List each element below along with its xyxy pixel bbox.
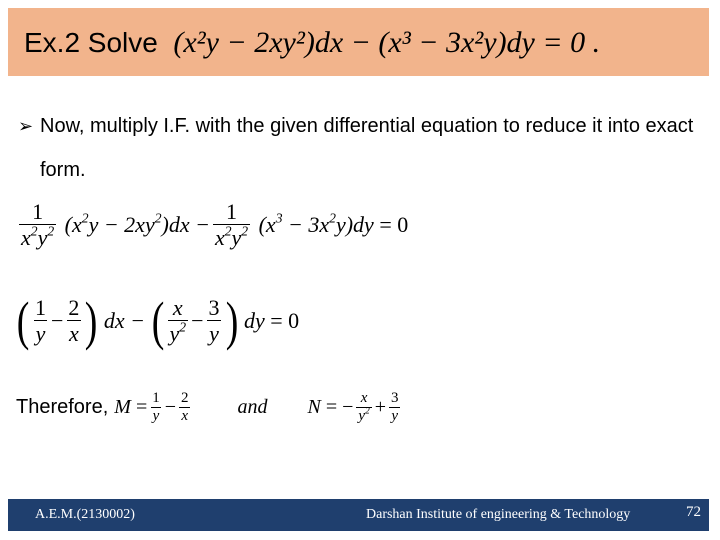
institute-name: Darshan Institute of engineering & Technology: [366, 507, 631, 522]
equation-step1: $\frac{1}{x^2y^2}$ $(x^2y - 2xy^2)dx$ − $\frac{1}{x^2y^2}$ $(x^3 - 3x^2y)dy = 0$: [21, 199, 409, 251]
fraction-1-over-x2y2: $\frac{1}{x^2y^2}$: [21, 199, 55, 251]
title-label: Ex.2 Solve: [24, 27, 158, 58]
equation-step2: ( $\frac{1}{y}$ − $\frac{2}{x}$ ) dx − ( $\frac{x}{y^2}$ − $\frac{3}{y}$ ) dy = 0: [16, 291, 300, 351]
page-number: 72: [686, 504, 701, 520]
arrow-bullet-icon: ➢: [18, 116, 34, 136]
slide-title: [24, 26, 600, 60]
and-label: and: [237, 395, 268, 418]
equation-therefore: Therefore, M = $\frac{1}{y}$ − $\frac{2}{x}$ and N = − $\frac{x}{y^2}$ + $\frac{3}{y}$: [16, 390, 399, 424]
title-equation: (x²y − 2xy²)dx − (x³ − 3x²y)dy = 0 .: [173, 26, 601, 59]
title-bar: [8, 8, 709, 76]
bullet-text: Now, multiply I.F. with the given differential equation to reduce it into exact form.: [40, 115, 694, 181]
course-code: A.E.M.(2130002): [35, 507, 135, 522]
footer-bar: [8, 499, 709, 531]
fraction-1-over-x2y2: $\frac{1}{x^2y^2}$: [214, 199, 249, 251]
therefore-label: Therefore,: [16, 395, 109, 418]
